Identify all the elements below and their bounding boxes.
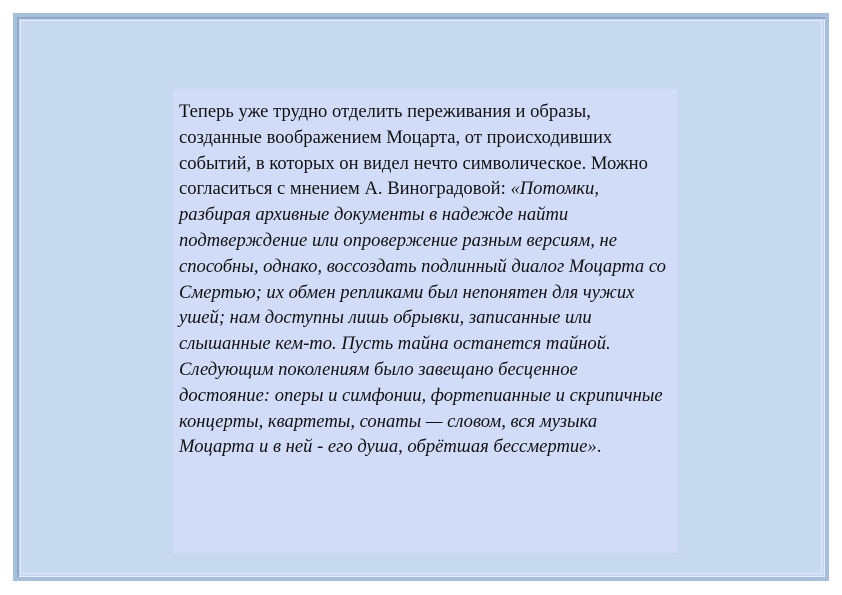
- paragraph-ending: .: [596, 436, 602, 458]
- paragraph-intro: Теперь уже трудно отделить переживания и образы, созданные воображением Моцарта, от происходивших событий, в которых он видел нечто символическое. Можно согласиться с мнением А. Виноградовой:: [179, 101, 648, 200]
- body-paragraph: [179, 99, 669, 460]
- paragraph-quote: «Потомки, разбирая архивные документы в надежде найти подтверждение или опровержение разным версиям, не способны, однако, воссоздать подлинный диалог Моцарта со Смертью; их обмен репликами был непонятен для чужих ушей; нам доступны лишь обрывки, записанные или слышанные кем-то. Пусть тайна останется тайной. Следующим поколениям было завещано бесценное достояние: оперы и симфонии, фортепианные и скрипичные концерты, квартеты, сонаты — словом, вся музыка Моцарта и в ней - его душа, обрётшая бессмертие»: [179, 178, 666, 458]
- slide: [13, 13, 829, 581]
- text-box: [173, 89, 677, 553]
